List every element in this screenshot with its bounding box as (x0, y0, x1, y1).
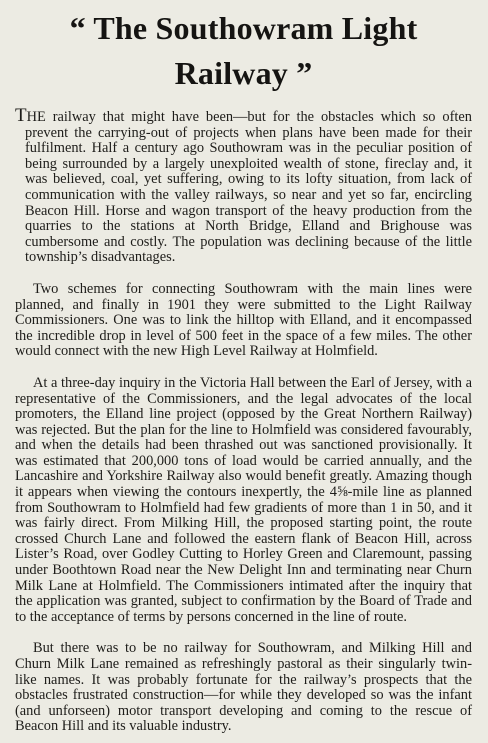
article-body (15, 105, 472, 735)
paragraph-1-text: HE railway that might have been—but for the obstacles which so often prevent the carrying-out of projects when plans have been made for their fulfilment. Half a century ago Southowram was in the peculiar position of being surrounded by a largely unexploited wealth of stone, fireclay and, it was believed, coal, yet suffering, owing to its lofty situation, from lack of communication with the valley railways, so near and yet so far, encircling Beacon Hill. Horse and wagon transport of the heavy production from the quarries to the stations at North Bridge, Elland and Brighouse was cumbersome and costly. The population was declining because of the little township’s disadvantages. (25, 109, 472, 266)
paragraph-4: But there was to be no railway for Southowram, and Milking Hill and Churn Milk Lane remained as refreshingly pastoral as their singularly twin-like names. It was probably fortunate for the railway’s prospects that the obstacles frustrated construction—for while they developed so was the infant (and unforseen) motor transport developing and coming to the rescue of Beacon Hill and its valuable industry. (15, 640, 472, 735)
title-line-1: “ The Southowram Light (69, 10, 418, 46)
paragraph-1 (15, 105, 472, 266)
drop-cap: T (15, 105, 27, 126)
paragraph-2: Two schemes for connecting Southowram with the main lines were planned, and finally in 1901 they were submitted to the Light Railway Commissioners. One was to link the hilltop with Elland, and it encompassed the incredible drop in level of 500 feet in the space of a few miles. The other would connect with the new High Level Railway at Holmfield. (15, 280, 472, 360)
paragraph-3: At a three-day inquiry in the Victoria Hall between the Earl of Jersey, with a representative of the Commissioners, and the legal advocates of the local promoters, the Elland line project (opposed by the Great Northern Railway) was rejected. But the plan for the line to Holmfield was considered favourably, and when the details had been thrashed out was sanctioned provisionally. It was estimated that 200,000 tons of load would be carried annually, and the Lancashire and Yorkshire Railway also would benefit greatly. Amazing though it appears when viewing the contours inexpertly, the 4⅝-mile line as planned from Southowram to Holmfield had few gradients of more than 1 in 50, and it was fairly direct. From Milking Hill, the proposed starting point, the route crossed Church Lane and followed the eastern flank of Beacon Hill, across Lister’s Road, over Godley Cutting to Horley Green and Claremount, passing under Boothtown Road near the New Delight Inn and terminating near Churn Milk Lane at Holmfield. The Commissioners intimated after the inquiry that the application was granted, subject to confirmation by the Board of Trade and to the acceptance of terms by persons concerned in the line of route. (15, 374, 472, 625)
title-line-2: Railway ” (174, 55, 313, 91)
article-title (15, 0, 472, 96)
